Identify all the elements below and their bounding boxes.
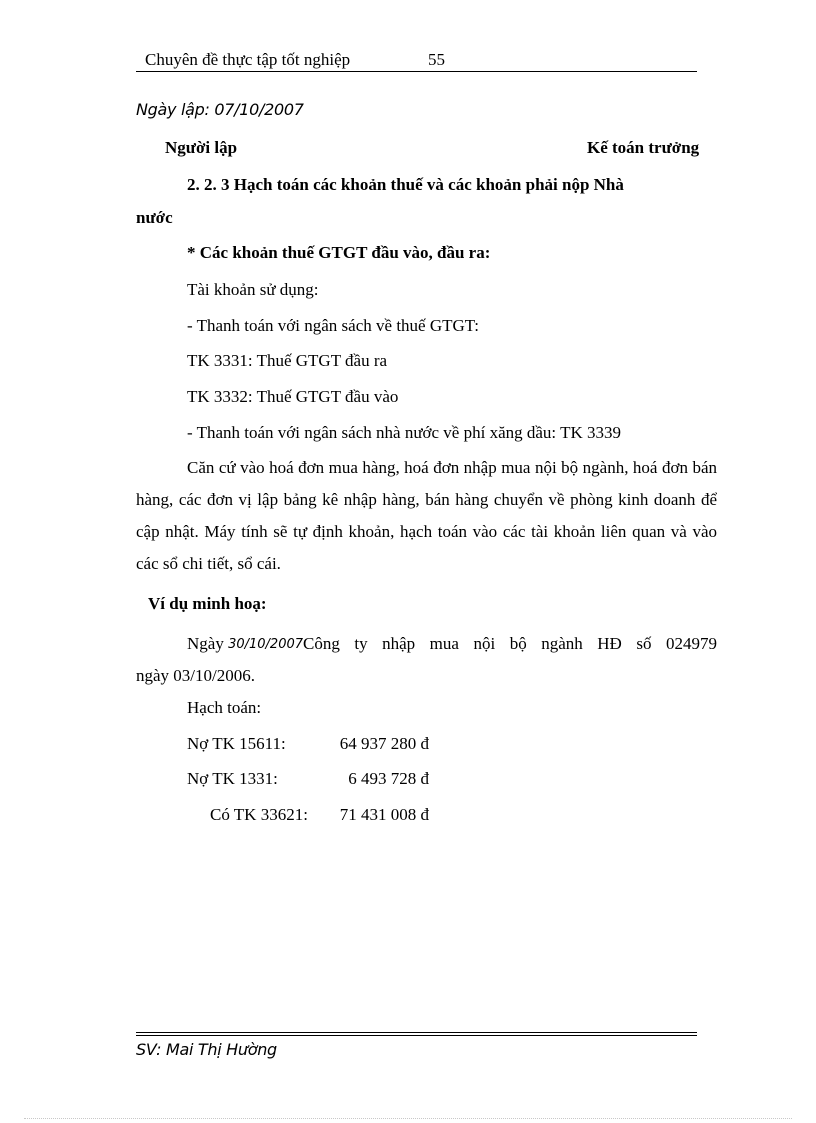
body-paragraph: Căn cứ vào hoá đơn mua hàng, hoá đơn nhập mua nội bộ ngành, hoá đơn bán hàng, các đơn vị lập bảng kê nhập hàng, bán hàng chuyển về phòng kinh doanh để cập nhật. Máy tính sẽ tự định khoản, hạch toán vào các tài khoản liên quan và vào các sổ chi tiết, sổ cái. (136, 458, 717, 573)
entry-account: Nợ TK 15611: (187, 734, 286, 753)
section-heading: 2. 2. 3 Hạch toán các khoản thuế và các khoản phải nộp Nhà (187, 175, 624, 194)
vat-payment-line: - Thanh toán với ngân sách về thuế GTGT: (187, 316, 480, 335)
example-date: 30/10/2007 (228, 637, 304, 652)
footer-rule (136, 1035, 697, 1036)
footer-rule (136, 1032, 697, 1033)
entry-amount: 6 493 728 đ (348, 769, 429, 788)
fuel-fee-line: - Thanh toán với ngân sách nhà nước về phí xăng dầu: TK 3339 (187, 423, 621, 442)
entry-account: Có TK 33621: (210, 805, 308, 824)
example-text-line2: ngày 03/10/2006. (136, 666, 255, 685)
example-prefix: Ngày (187, 634, 229, 653)
entry-account: Nợ TK 1331: (187, 769, 278, 788)
tk-3331-line: TK 3331: Thuế GTGT đầu ra (187, 351, 388, 370)
page-edge (24, 1118, 792, 1119)
page-number: 55 (428, 50, 445, 69)
signature-preparer: Người lập (165, 138, 238, 157)
example-heading: Ví dụ minh hoạ: (148, 594, 267, 613)
accounts-used-label: Tài khoản sử dụng: (187, 280, 319, 299)
tk-3332-line: TK 3332: Thuế GTGT đầu vào (187, 387, 399, 406)
header-title: Chuyên đề thực tập tốt nghiệp (145, 50, 351, 69)
vat-subheading: * Các khoản thuế GTGT đầu vào, đầu ra: (187, 243, 491, 262)
example-paragraph (136, 628, 717, 692)
entry-amount: 64 937 280 đ (339, 734, 429, 753)
entry-amount: 71 431 008 đ (339, 805, 429, 824)
date-line: Ngày lập: 07/10/2007 (136, 100, 304, 119)
header-rule (136, 71, 697, 72)
example-text: Công ty nhập mua nội bộ ngành HĐ số 024979 (303, 634, 717, 653)
signature-chief-accountant: Kế toán trưởng (587, 138, 700, 157)
section-heading-cont: nước (136, 208, 173, 227)
entries-label: Hạch toán: (187, 698, 262, 717)
footer-student: SV: Mai Thị Hường (136, 1040, 277, 1059)
